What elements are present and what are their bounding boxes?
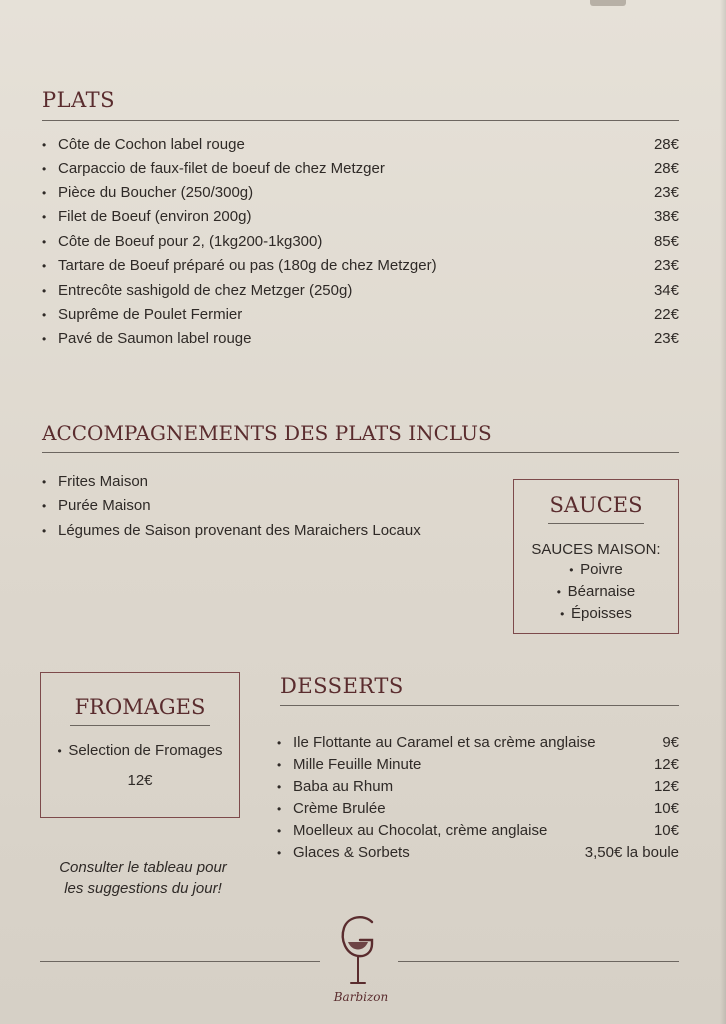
list-item	[42, 160, 679, 177]
desserts-title: DESSERTS	[280, 674, 404, 698]
sauce-name: Béarnaise	[567, 583, 636, 600]
bullet-icon: •	[569, 563, 581, 577]
item-name: Tartare de Boeuf préparé ou pas (180g de chez Metzger)	[58, 257, 437, 274]
item-price: 12€	[653, 778, 679, 795]
bullet-icon: •	[42, 524, 47, 538]
list-item	[277, 800, 679, 817]
bullet-icon: •	[560, 607, 571, 621]
item-price: 38€	[653, 208, 679, 225]
list-item	[42, 257, 679, 274]
list-item	[277, 734, 679, 751]
bullet-icon: •	[277, 780, 282, 794]
list-item	[277, 822, 679, 839]
bullet-icon: •	[42, 284, 47, 298]
fromages-price: 12€	[127, 772, 153, 789]
page-edge-shadow	[720, 0, 726, 1024]
bullet-icon: •	[277, 758, 282, 772]
list-item	[514, 603, 678, 625]
fromages-rule	[70, 725, 210, 726]
list-item	[42, 330, 679, 347]
item-name: Légumes de Saison provenant des Maraichers Locaux	[58, 522, 421, 539]
wine-glass-g-icon	[334, 912, 384, 992]
sauces-subtitle: SAUCES MAISON:	[531, 541, 661, 558]
item-price: 22€	[653, 306, 679, 323]
item-name: Glaces & Sorbets	[293, 844, 410, 861]
bullet-icon: •	[42, 138, 47, 152]
bullet-icon: •	[42, 332, 47, 346]
bullet-icon: •	[277, 846, 282, 860]
list-item	[42, 136, 679, 153]
item-price: 23€	[653, 184, 679, 201]
fromages-box	[40, 672, 240, 818]
fromages-title: FROMAGES	[74, 695, 206, 719]
sauces-rule	[548, 523, 644, 524]
item-price: 23€	[653, 330, 679, 347]
list-item	[277, 778, 679, 795]
item-price: 23€	[653, 257, 679, 274]
item-name: Baba au Rhum	[293, 778, 394, 795]
sauces-box	[513, 479, 679, 634]
bullet-icon: •	[277, 802, 282, 816]
bullet-icon: •	[42, 259, 47, 273]
item-name: Entrecôte sashigold de chez Metzger (250g)	[58, 282, 353, 299]
list-item	[277, 756, 679, 773]
item-name: Ile Flottante au Caramel et sa crème anglaise	[293, 734, 596, 751]
item-name: Côte de Boeuf pour 2, (1kg200-1kg300)	[58, 233, 323, 250]
accompagnements-rule	[42, 452, 679, 453]
item-price: 10€	[653, 822, 679, 839]
list-item	[42, 473, 482, 490]
sauces-title: SAUCES	[549, 493, 643, 517]
item-name: Pièce du Boucher (250/300g)	[58, 184, 254, 201]
daily-suggestions-note	[40, 857, 246, 899]
brand-name: Barbizon	[333, 990, 389, 1004]
item-price: 85€	[653, 233, 679, 250]
item-price: 28€	[653, 136, 679, 153]
item-price: 28€	[653, 160, 679, 177]
bullet-icon: •	[57, 744, 69, 758]
fromages-item	[41, 742, 239, 759]
plats-title: PLATS	[42, 88, 115, 112]
bullet-icon: •	[42, 210, 47, 224]
desserts-rule	[280, 705, 679, 706]
bullet-icon: •	[42, 162, 47, 176]
bullet-icon: •	[42, 186, 47, 200]
list-item	[42, 497, 482, 514]
item-price: 3,50€ la boule	[584, 844, 679, 861]
item-price: 12€	[653, 756, 679, 773]
item-price: 34€	[653, 282, 679, 299]
list-item	[42, 522, 482, 539]
item-name: Crème Brulée	[293, 800, 386, 817]
item-name: Côte de Cochon label rouge	[58, 136, 245, 153]
item-name: Suprême de Poulet Fermier	[58, 306, 243, 323]
item-price: 9€	[662, 734, 679, 751]
bullet-icon: •	[42, 308, 47, 322]
paper-clip	[590, 0, 626, 6]
list-item	[42, 233, 679, 250]
item-name: Carpaccio de faux-filet de boeuf de chez Metzger	[58, 160, 385, 177]
sauces-list	[514, 559, 678, 625]
accompagnements-title: ACCOMPAGNEMENTS DES PLATS INCLUS	[42, 421, 492, 445]
item-price: 10€	[653, 800, 679, 817]
sauce-name: Époisses	[571, 605, 632, 622]
list-item	[514, 581, 678, 603]
list-item	[514, 559, 678, 581]
bullet-icon: •	[42, 235, 47, 249]
bullet-icon: •	[277, 736, 282, 750]
item-name: Filet de Boeuf (environ 200g)	[58, 208, 252, 225]
item-name: Pavé de Saumon label rouge	[58, 330, 252, 347]
footer-rule-right	[398, 961, 679, 962]
item-name: Purée Maison	[58, 497, 151, 514]
list-item	[42, 306, 679, 323]
list-item	[277, 844, 679, 861]
bullet-icon: •	[42, 475, 47, 489]
footer-rule-left	[40, 961, 320, 962]
sauce-name: Poivre	[580, 561, 623, 578]
item-name: Selection de Fromages	[68, 742, 223, 759]
item-name: Mille Feuille Minute	[293, 756, 422, 773]
list-item	[42, 184, 679, 201]
list-item	[42, 282, 679, 299]
bullet-icon: •	[42, 499, 47, 513]
bullet-icon: •	[277, 824, 282, 838]
item-name: Frites Maison	[58, 473, 149, 490]
note-line-2: les suggestions du jour!	[64, 880, 222, 897]
item-name: Moelleux au Chocolat, crème anglaise	[293, 822, 548, 839]
plats-rule	[42, 120, 679, 121]
list-item	[42, 208, 679, 225]
bullet-icon: •	[556, 585, 568, 599]
note-line-1: Consulter le tableau pour	[59, 859, 227, 876]
